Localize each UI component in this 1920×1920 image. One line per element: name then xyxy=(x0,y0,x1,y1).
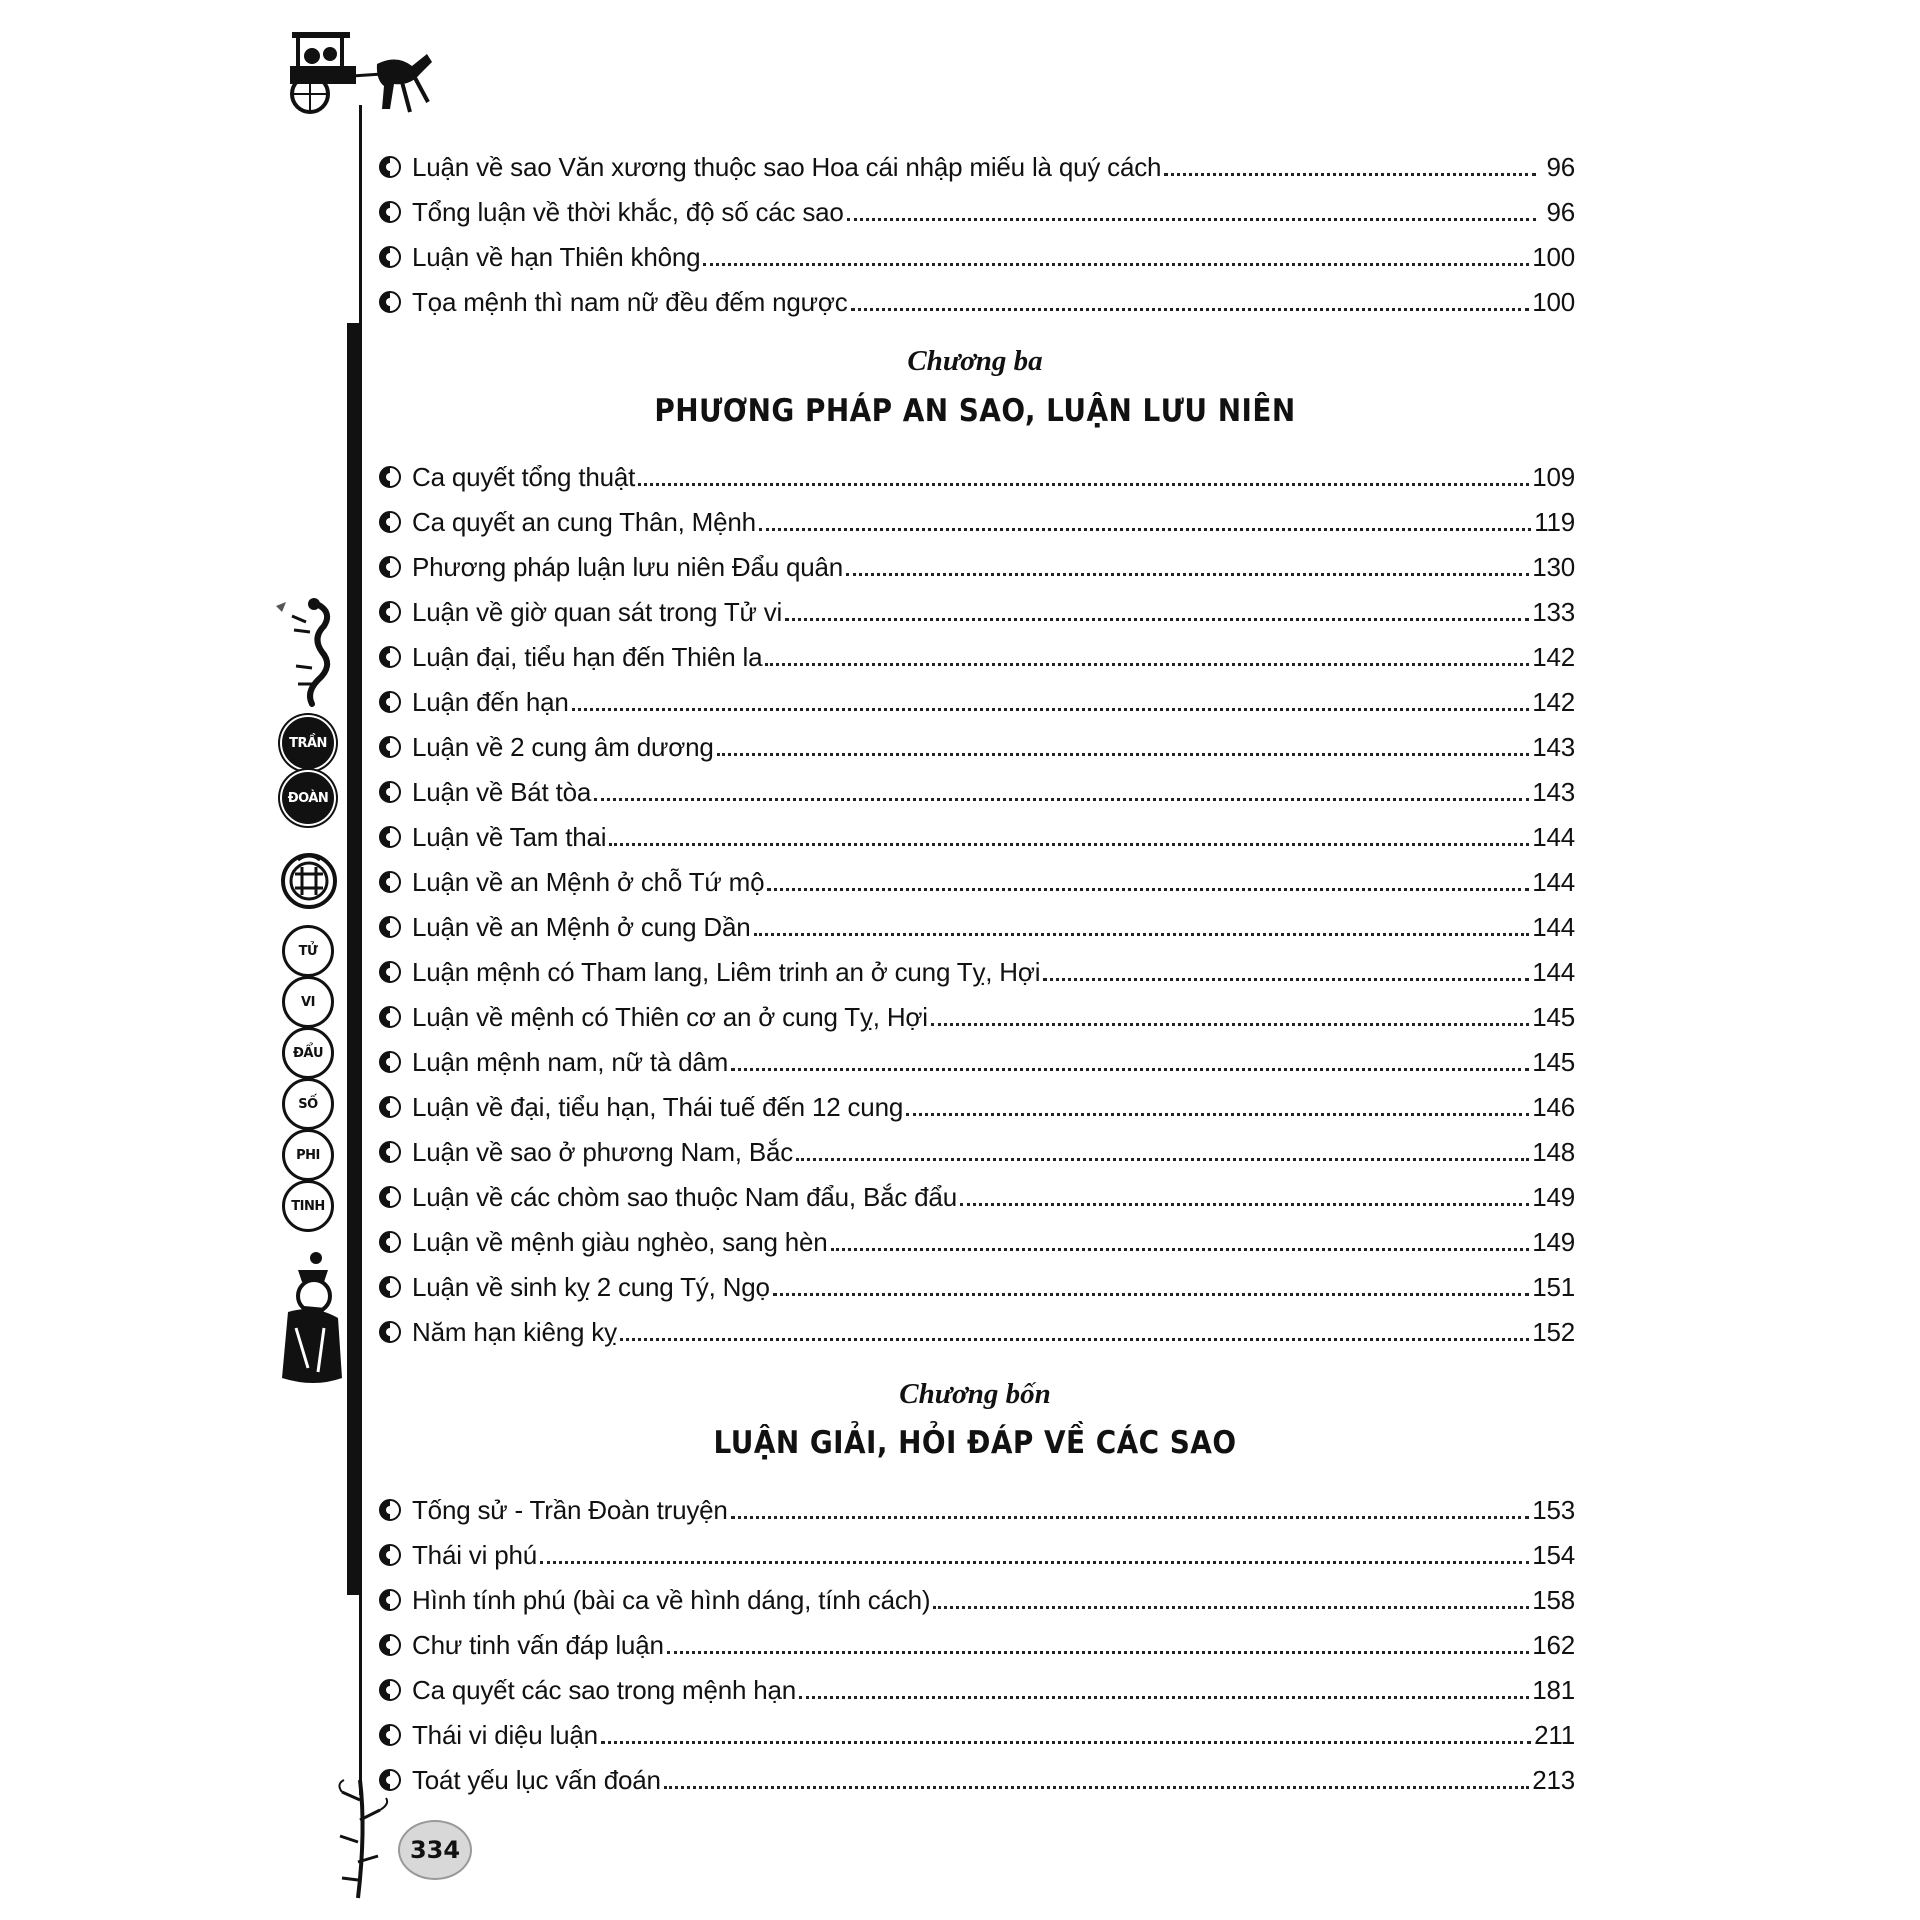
chapter-4-label: Chương bốn xyxy=(899,1378,1051,1410)
chapter-4-title: LUẬN GIẢI, HỎI ĐÁP VỀ CÁC SAO xyxy=(713,1425,1237,1461)
toc-chapter-4 xyxy=(375,1480,1575,1795)
dot-leader xyxy=(731,1516,1530,1519)
dot-leader xyxy=(572,708,1530,711)
yin-yang-icon xyxy=(379,201,401,223)
dot-leader xyxy=(931,1023,1529,1026)
toc-entry[interactable]: Luận về sinh kỵ 2 cung Tý, Ngọ 151 xyxy=(375,1257,1575,1302)
left-border-bar xyxy=(347,323,359,1595)
seal-series-tu: TỬ xyxy=(282,925,334,977)
yin-yang-icon xyxy=(379,1589,401,1611)
yin-yang-icon xyxy=(379,1321,401,1343)
toc-entry[interactable]: Luận về các chòm sao thuộc Nam đẩu, Bắc đẩu 149 xyxy=(375,1167,1575,1212)
toc-entry[interactable]: Ca quyết các sao trong mệnh hạn 181 xyxy=(375,1660,1575,1705)
yin-yang-icon xyxy=(379,1679,401,1701)
dot-leader xyxy=(664,1786,1529,1789)
chapter-3-title: PHƯƠNG PHÁP AN SAO, LUẬN LƯU NIÊN xyxy=(654,393,1296,429)
yin-yang-icon xyxy=(379,511,401,533)
yin-yang-icon xyxy=(379,1186,401,1208)
yin-yang-icon xyxy=(379,556,401,578)
dragon-illustration xyxy=(272,596,344,708)
dot-leader xyxy=(594,798,1529,801)
yin-yang-icon xyxy=(379,691,401,713)
yin-yang-icon xyxy=(379,601,401,623)
dot-leader xyxy=(846,573,1529,576)
seal-author-tran: TRẦN xyxy=(282,717,334,769)
toc-entry[interactable]: Luận về đại, tiểu hạn, Thái tuế đến 12 cung 146 xyxy=(375,1077,1575,1122)
dot-leader xyxy=(765,663,1529,666)
dot-leader xyxy=(717,753,1530,756)
toc-entry[interactable]: Luận mệnh có Tham lang, Liêm trinh an ở cung Tỵ, Hợi 144 xyxy=(375,942,1575,987)
dot-leader xyxy=(773,1293,1529,1296)
seal-series-tinh: TINH xyxy=(282,1180,334,1232)
dot-leader xyxy=(847,218,1536,221)
toc-entry[interactable]: Tọa mệnh thì nam nữ đều đếm ngược 100 xyxy=(375,272,1575,317)
dot-leader xyxy=(1043,978,1529,981)
yin-yang-icon xyxy=(379,916,401,938)
yin-yang-icon xyxy=(379,961,401,983)
yin-yang-icon xyxy=(379,156,401,178)
yin-yang-icon xyxy=(379,736,401,758)
toc-entry[interactable]: Luận về sao Văn xương thuộc sao Hoa cái nhập miếu là quý cách 96 xyxy=(375,137,1575,182)
yin-yang-icon xyxy=(379,1769,401,1791)
yin-yang-icon xyxy=(379,1544,401,1566)
page-number: 334 xyxy=(398,1820,472,1880)
toc-entry[interactable]: Chư tinh vấn đáp luận 162 xyxy=(375,1615,1575,1660)
toc-entry[interactable]: Tổng luận về thời khắc, độ số các sao 96 xyxy=(375,182,1575,227)
chapter-3-label: Chương ba xyxy=(907,345,1043,377)
yin-yang-icon xyxy=(379,1499,401,1521)
toc-entry[interactable]: Ca quyết an cung Thân, Mệnh 119 xyxy=(375,492,1575,537)
dot-leader xyxy=(796,1158,1529,1161)
dot-leader xyxy=(601,1741,1531,1744)
yin-yang-icon xyxy=(379,826,401,848)
seal-series-dau: ĐẨU xyxy=(282,1027,334,1079)
dot-leader xyxy=(638,483,1529,486)
yin-yang-icon xyxy=(379,1141,401,1163)
dot-leader xyxy=(731,1068,1529,1071)
dot-leader xyxy=(703,263,1529,266)
toc-entry[interactable]: Luận về Tam thai 144 xyxy=(375,807,1575,852)
dot-leader xyxy=(1164,173,1536,176)
seal-series-vi: VI xyxy=(282,976,334,1028)
dot-leader xyxy=(767,888,1529,891)
toc-section-top xyxy=(375,137,1575,317)
left-border-line xyxy=(359,105,362,1795)
dot-leader xyxy=(851,308,1530,311)
toc-chapter-3 xyxy=(375,447,1575,1347)
dot-leader xyxy=(831,1248,1530,1251)
toc-entry[interactable]: Luận về 2 cung âm dương 143 xyxy=(375,717,1575,762)
yin-yang-icon xyxy=(379,291,401,313)
fu-symbol-icon xyxy=(280,852,338,910)
dot-leader xyxy=(933,1606,1529,1609)
toc-entry[interactable]: Luận đến hạn 142 xyxy=(375,672,1575,717)
toc-entry[interactable]: Phương pháp luận lưu niên Đẩu quân 130 xyxy=(375,537,1575,582)
toc-entry[interactable]: Năm hạn kiêng kỵ 152 xyxy=(375,1302,1575,1347)
toc-entry[interactable]: Luận về giờ quan sát trong Tử vi 133 xyxy=(375,582,1575,627)
dot-leader xyxy=(960,1203,1529,1206)
toc-entry[interactable]: Tống sử - Trần Đoàn truyện 153 xyxy=(375,1480,1575,1525)
seal-series-phi: PHI xyxy=(282,1129,334,1181)
toc-entry[interactable]: Hình tính phú (bài ca về hình dáng, tính cách) 158 xyxy=(375,1570,1575,1615)
dot-leader xyxy=(906,1113,1529,1116)
toc-entry[interactable]: Ca quyết tổng thuật 109 xyxy=(375,447,1575,492)
seal-series-so: SỐ xyxy=(282,1078,334,1130)
toc-entry[interactable]: Luận về Bát tòa 143 xyxy=(375,762,1575,807)
sage-figure-illustration xyxy=(268,1248,348,1388)
yin-yang-icon xyxy=(379,1231,401,1253)
toc-entry[interactable]: Luận về an Mệnh ở chỗ Tứ mộ 144 xyxy=(375,852,1575,897)
yin-yang-icon xyxy=(379,1096,401,1118)
toc-entry[interactable]: Luận mệnh nam, nữ tà dâm 145 xyxy=(375,1032,1575,1077)
toc-entry[interactable]: Luận đại, tiểu hạn đến Thiên la 142 xyxy=(375,627,1575,672)
seal-author-doan: ĐOÀN xyxy=(282,772,334,824)
yin-yang-icon xyxy=(379,646,401,668)
toc-entry[interactable]: Luận về mệnh giàu nghèo, sang hèn 149 xyxy=(375,1212,1575,1257)
dot-leader xyxy=(540,1561,1529,1564)
horse-carriage-illustration xyxy=(282,14,442,126)
toc-entry[interactable]: Luận về sao ở phương Nam, Bắc 148 xyxy=(375,1122,1575,1167)
toc-entry[interactable]: Luận về hạn Thiên không 100 xyxy=(375,227,1575,272)
toc-entry[interactable]: Luận về an Mệnh ở cung Dần 144 xyxy=(375,897,1575,942)
toc-entry[interactable]: Toát yếu lục vấn đoán 213 xyxy=(375,1750,1575,1795)
toc-entry[interactable]: Thái vi phú 154 xyxy=(375,1525,1575,1570)
dot-leader xyxy=(620,1338,1529,1341)
dot-leader xyxy=(609,843,1529,846)
dot-leader xyxy=(754,933,1530,936)
yin-yang-icon xyxy=(379,1634,401,1656)
yin-yang-icon xyxy=(379,1006,401,1028)
yin-yang-icon xyxy=(379,1051,401,1073)
toc-entry[interactable]: Luận về mệnh có Thiên cơ an ở cung Tỵ, Hợi 145 xyxy=(375,987,1575,1032)
toc-entry[interactable]: Thái vi diệu luận 211 xyxy=(375,1705,1575,1750)
dot-leader xyxy=(799,1696,1529,1699)
dot-leader xyxy=(759,528,1531,531)
yin-yang-icon xyxy=(379,871,401,893)
yin-yang-icon xyxy=(379,246,401,268)
dot-leader xyxy=(667,1651,1530,1654)
yin-yang-icon xyxy=(379,466,401,488)
yin-yang-icon xyxy=(379,1276,401,1298)
dot-leader xyxy=(785,618,1529,621)
yin-yang-icon xyxy=(379,781,401,803)
yin-yang-icon xyxy=(379,1724,401,1746)
